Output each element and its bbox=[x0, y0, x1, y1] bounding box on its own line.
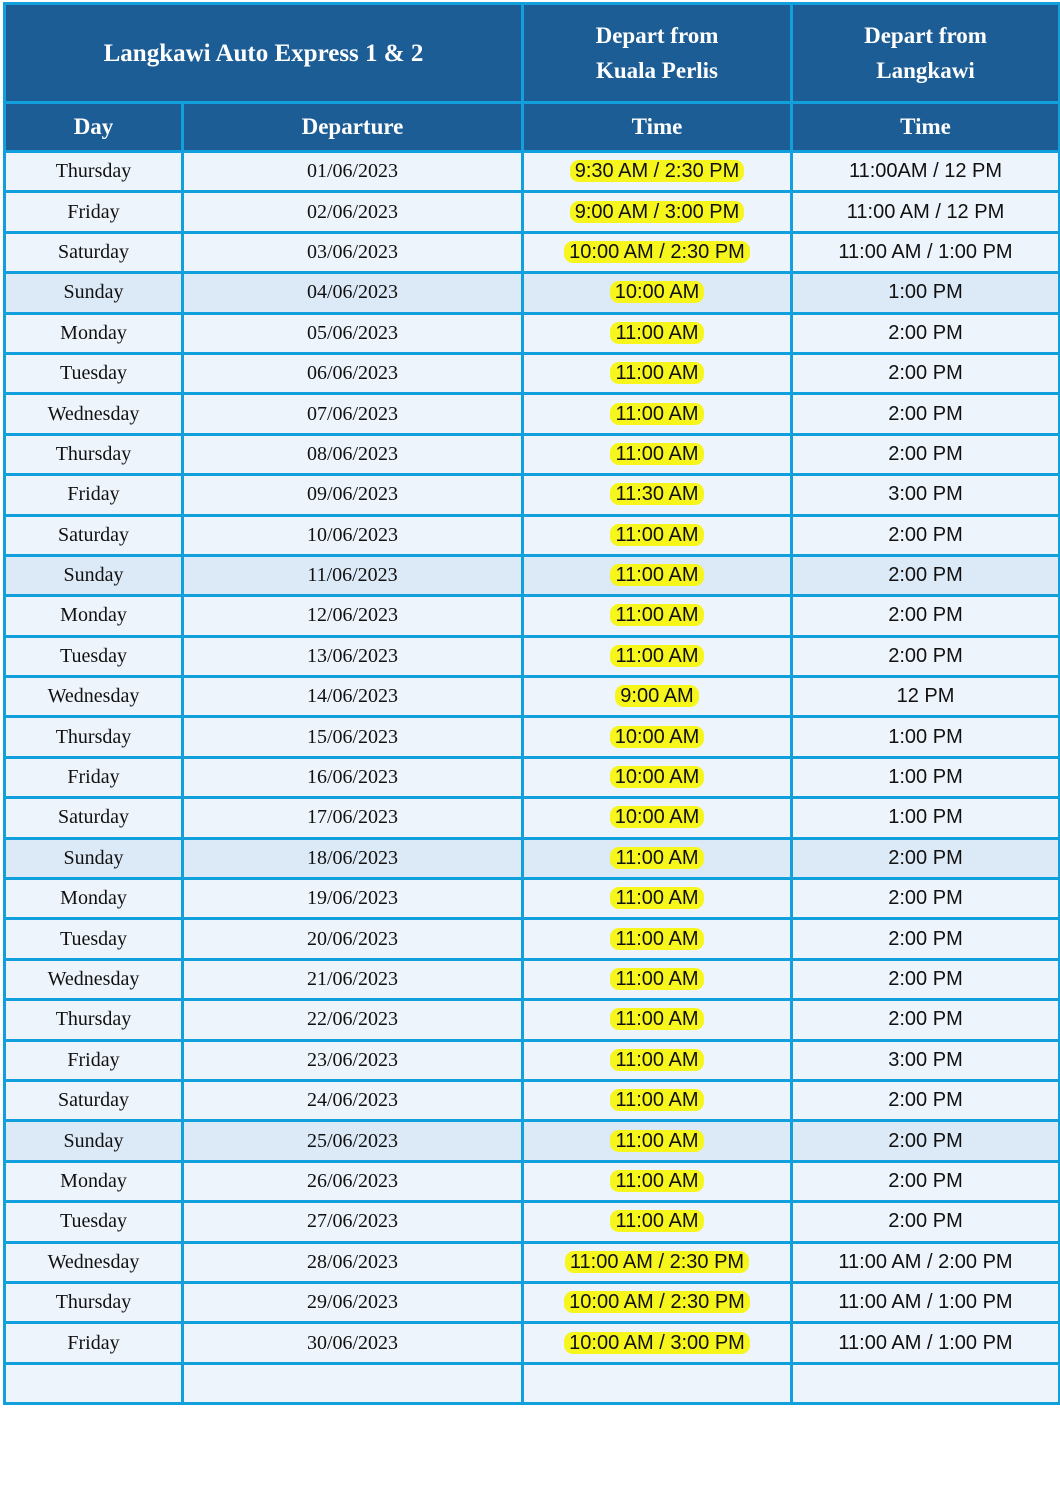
kp-time-cell bbox=[523, 1000, 792, 1040]
kp-time-highlight: 11:00 AM bbox=[610, 524, 703, 546]
kp-time-cell bbox=[523, 717, 792, 757]
kp-time-cell bbox=[523, 555, 792, 595]
kp-time-cell bbox=[523, 515, 792, 555]
kp-time-cell bbox=[523, 959, 792, 999]
date-cell: 18/06/2023 bbox=[183, 838, 523, 878]
table-row bbox=[5, 757, 1060, 797]
lk-time-cell: 2:00 PM bbox=[792, 313, 1060, 353]
table-row bbox=[5, 555, 1060, 595]
day-cell: Wednesday bbox=[5, 959, 183, 999]
kp-time-cell bbox=[523, 1080, 792, 1120]
date-cell: 23/06/2023 bbox=[183, 1040, 523, 1080]
date-cell: 10/06/2023 bbox=[183, 515, 523, 555]
date-cell: 09/06/2023 bbox=[183, 475, 523, 515]
table-row bbox=[5, 192, 1060, 232]
lk-time-cell: 2:00 PM bbox=[792, 394, 1060, 434]
day-cell: Sunday bbox=[5, 555, 183, 595]
kp-time-highlight: 11:00 AM bbox=[610, 322, 703, 344]
date-cell: 21/06/2023 bbox=[183, 959, 523, 999]
lk-time-cell: 2:00 PM bbox=[792, 636, 1060, 676]
day-cell: Saturday bbox=[5, 515, 183, 555]
empty-cell bbox=[5, 1363, 183, 1403]
table-row bbox=[5, 1161, 1060, 1201]
lk-time-cell: 3:00 PM bbox=[792, 1040, 1060, 1080]
day-cell: Thursday bbox=[5, 152, 183, 192]
empty-cell bbox=[523, 1363, 792, 1403]
header-row-columns bbox=[5, 103, 1060, 152]
header-kp-line2: Kuala Perlis bbox=[595, 58, 719, 83]
table-row bbox=[5, 353, 1060, 393]
date-cell: 13/06/2023 bbox=[183, 636, 523, 676]
column-header-kp-time: Time bbox=[523, 103, 792, 152]
date-cell: 30/06/2023 bbox=[183, 1323, 523, 1363]
header-depart-kuala-perlis bbox=[523, 4, 792, 103]
table-row bbox=[5, 1000, 1060, 1040]
kp-time-cell bbox=[523, 1161, 792, 1201]
empty-cell bbox=[183, 1363, 523, 1403]
kp-time-highlight: 11:00 AM bbox=[610, 403, 703, 425]
kp-time-highlight: 10:00 AM bbox=[610, 281, 705, 303]
kp-time-highlight: 9:00 AM / 3:00 PM bbox=[570, 201, 745, 223]
kp-time-highlight: 11:00 AM / 2:30 PM bbox=[565, 1251, 749, 1273]
day-cell: Sunday bbox=[5, 838, 183, 878]
kp-time-cell bbox=[523, 313, 792, 353]
day-cell: Tuesday bbox=[5, 1202, 183, 1242]
table-row bbox=[5, 959, 1060, 999]
day-cell: Tuesday bbox=[5, 636, 183, 676]
day-cell: Thursday bbox=[5, 1000, 183, 1040]
kp-time-highlight: 10:00 AM bbox=[610, 806, 705, 828]
kp-time-cell bbox=[523, 1040, 792, 1080]
day-cell: Tuesday bbox=[5, 919, 183, 959]
date-cell: 07/06/2023 bbox=[183, 394, 523, 434]
table-row bbox=[5, 1202, 1060, 1242]
lk-time-cell: 1:00 PM bbox=[792, 757, 1060, 797]
lk-time-cell: 1:00 PM bbox=[792, 273, 1060, 313]
kp-time-cell bbox=[523, 757, 792, 797]
lk-time-cell: 2:00 PM bbox=[792, 838, 1060, 878]
date-cell: 28/06/2023 bbox=[183, 1242, 523, 1282]
kp-time-highlight: 10:00 AM bbox=[610, 726, 705, 748]
table-row bbox=[5, 313, 1060, 353]
lk-time-cell: 3:00 PM bbox=[792, 475, 1060, 515]
lk-time-cell: 1:00 PM bbox=[792, 717, 1060, 757]
table-title: Langkawi Auto Express 1 & 2 bbox=[5, 4, 523, 103]
date-cell: 15/06/2023 bbox=[183, 717, 523, 757]
day-cell: Thursday bbox=[5, 717, 183, 757]
date-cell: 08/06/2023 bbox=[183, 434, 523, 474]
kp-time-cell bbox=[523, 1282, 792, 1322]
lk-time-cell: 11:00 AM / 2:00 PM bbox=[792, 1242, 1060, 1282]
table-row bbox=[5, 838, 1060, 878]
day-cell: Saturday bbox=[5, 1080, 183, 1120]
day-cell: Sunday bbox=[5, 273, 183, 313]
date-cell: 20/06/2023 bbox=[183, 919, 523, 959]
table-row bbox=[5, 919, 1060, 959]
date-cell: 22/06/2023 bbox=[183, 1000, 523, 1040]
header-kp-line1: Depart from bbox=[595, 23, 719, 48]
header-row-top bbox=[5, 4, 1060, 103]
lk-time-cell: 2:00 PM bbox=[792, 1161, 1060, 1201]
day-cell: Thursday bbox=[5, 1282, 183, 1322]
kp-time-cell bbox=[523, 1242, 792, 1282]
day-cell: Monday bbox=[5, 596, 183, 636]
day-cell: Friday bbox=[5, 1040, 183, 1080]
ferry-schedule-table bbox=[3, 2, 1060, 1405]
lk-time-cell: 2:00 PM bbox=[792, 596, 1060, 636]
table-row bbox=[5, 152, 1060, 192]
lk-time-cell: 2:00 PM bbox=[792, 434, 1060, 474]
table-row bbox=[5, 434, 1060, 474]
lk-time-cell: 2:00 PM bbox=[792, 555, 1060, 595]
lk-time-cell: 11:00 AM / 1:00 PM bbox=[792, 232, 1060, 272]
kp-time-cell bbox=[523, 1323, 792, 1363]
lk-time-cell: 1:00 PM bbox=[792, 798, 1060, 838]
date-cell: 02/06/2023 bbox=[183, 192, 523, 232]
kp-time-highlight: 11:30 AM bbox=[610, 483, 703, 505]
kp-time-highlight: 11:00 AM bbox=[610, 564, 703, 586]
day-cell: Saturday bbox=[5, 798, 183, 838]
day-cell: Friday bbox=[5, 757, 183, 797]
table-row bbox=[5, 232, 1060, 272]
kp-time-highlight: 11:00 AM bbox=[610, 968, 703, 990]
lk-time-cell: 2:00 PM bbox=[792, 1202, 1060, 1242]
lk-time-cell: 2:00 PM bbox=[792, 959, 1060, 999]
lk-time-cell: 12 PM bbox=[792, 677, 1060, 717]
date-cell: 29/06/2023 bbox=[183, 1282, 523, 1322]
day-cell: Saturday bbox=[5, 232, 183, 272]
header-lk-line1: Depart from bbox=[864, 23, 987, 48]
kp-time-cell bbox=[523, 475, 792, 515]
kp-time-cell bbox=[523, 353, 792, 393]
day-cell: Friday bbox=[5, 1323, 183, 1363]
schedule-body bbox=[5, 152, 1060, 1404]
table-row bbox=[5, 879, 1060, 919]
day-cell: Sunday bbox=[5, 1121, 183, 1161]
day-cell: Wednesday bbox=[5, 394, 183, 434]
column-header-day: Day bbox=[5, 103, 183, 152]
table-row bbox=[5, 515, 1060, 555]
kp-time-cell bbox=[523, 798, 792, 838]
table-row bbox=[5, 717, 1060, 757]
date-cell: 26/06/2023 bbox=[183, 1161, 523, 1201]
kp-time-highlight: 11:00 AM bbox=[610, 928, 703, 950]
day-cell: Monday bbox=[5, 313, 183, 353]
table-row bbox=[5, 677, 1060, 717]
day-cell: Friday bbox=[5, 475, 183, 515]
lk-time-cell: 2:00 PM bbox=[792, 919, 1060, 959]
kp-time-highlight: 11:00 AM bbox=[610, 1049, 703, 1071]
kp-time-highlight: 9:30 AM / 2:30 PM bbox=[570, 160, 745, 182]
kp-time-cell bbox=[523, 1202, 792, 1242]
date-cell: 03/06/2023 bbox=[183, 232, 523, 272]
lk-time-cell: 2:00 PM bbox=[792, 353, 1060, 393]
lk-time-cell: 2:00 PM bbox=[792, 1121, 1060, 1161]
table-row bbox=[5, 273, 1060, 313]
kp-time-cell bbox=[523, 1121, 792, 1161]
kp-time-cell bbox=[523, 273, 792, 313]
table-row bbox=[5, 596, 1060, 636]
kp-time-highlight: 11:00 AM bbox=[610, 645, 703, 667]
day-cell: Tuesday bbox=[5, 353, 183, 393]
table-row bbox=[5, 394, 1060, 434]
kp-time-highlight: 9:00 AM bbox=[615, 685, 698, 707]
kp-time-highlight: 11:00 AM bbox=[610, 1210, 703, 1232]
date-cell: 25/06/2023 bbox=[183, 1121, 523, 1161]
kp-time-cell bbox=[523, 677, 792, 717]
table-row bbox=[5, 798, 1060, 838]
kp-time-highlight: 10:00 AM bbox=[610, 766, 705, 788]
day-cell: Friday bbox=[5, 192, 183, 232]
lk-time-cell: 11:00AM / 12 PM bbox=[792, 152, 1060, 192]
lk-time-cell: 2:00 PM bbox=[792, 1080, 1060, 1120]
kp-time-highlight: 11:00 AM bbox=[610, 604, 703, 626]
kp-time-cell bbox=[523, 636, 792, 676]
kp-time-highlight: 11:00 AM bbox=[610, 1170, 703, 1192]
kp-time-cell bbox=[523, 434, 792, 474]
day-cell: Wednesday bbox=[5, 1242, 183, 1282]
header-lk-line2: Langkawi bbox=[876, 58, 975, 83]
kp-time-highlight: 11:00 AM bbox=[610, 887, 703, 909]
header-depart-langkawi bbox=[792, 4, 1060, 103]
kp-time-cell bbox=[523, 394, 792, 434]
column-header-departure: Departure bbox=[183, 103, 523, 152]
date-cell: 12/06/2023 bbox=[183, 596, 523, 636]
lk-time-cell: 2:00 PM bbox=[792, 515, 1060, 555]
lk-time-cell: 11:00 AM / 1:00 PM bbox=[792, 1323, 1060, 1363]
day-cell: Monday bbox=[5, 1161, 183, 1201]
kp-time-highlight: 11:00 AM bbox=[610, 362, 703, 384]
date-cell: 04/06/2023 bbox=[183, 273, 523, 313]
table-row bbox=[5, 636, 1060, 676]
table-row bbox=[5, 475, 1060, 515]
day-cell: Thursday bbox=[5, 434, 183, 474]
date-cell: 27/06/2023 bbox=[183, 1202, 523, 1242]
table-row bbox=[5, 1323, 1060, 1363]
kp-time-cell bbox=[523, 596, 792, 636]
empty-cell bbox=[792, 1363, 1060, 1403]
kp-time-highlight: 11:00 AM bbox=[610, 847, 703, 869]
lk-time-cell: 11:00 AM / 12 PM bbox=[792, 192, 1060, 232]
date-cell: 17/06/2023 bbox=[183, 798, 523, 838]
lk-time-cell: 2:00 PM bbox=[792, 879, 1060, 919]
lk-time-cell: 11:00 AM / 1:00 PM bbox=[792, 1282, 1060, 1322]
date-cell: 16/06/2023 bbox=[183, 757, 523, 797]
date-cell: 11/06/2023 bbox=[183, 555, 523, 595]
kp-time-highlight: 10:00 AM / 3:00 PM bbox=[564, 1332, 750, 1354]
kp-time-highlight: 11:00 AM bbox=[610, 443, 703, 465]
date-cell: 01/06/2023 bbox=[183, 152, 523, 192]
kp-time-cell bbox=[523, 879, 792, 919]
kp-time-cell bbox=[523, 919, 792, 959]
table-row bbox=[5, 1080, 1060, 1120]
kp-time-highlight: 10:00 AM / 2:30 PM bbox=[564, 1291, 750, 1313]
kp-time-highlight: 11:00 AM bbox=[610, 1130, 703, 1152]
table-row bbox=[5, 1040, 1060, 1080]
kp-time-cell bbox=[523, 838, 792, 878]
kp-time-highlight: 10:00 AM / 2:30 PM bbox=[564, 241, 750, 263]
lk-time-cell: 2:00 PM bbox=[792, 1000, 1060, 1040]
column-header-lk-time: Time bbox=[792, 103, 1060, 152]
day-cell: Monday bbox=[5, 879, 183, 919]
table-row bbox=[5, 1282, 1060, 1322]
kp-time-cell bbox=[523, 152, 792, 192]
empty-row bbox=[5, 1363, 1060, 1403]
kp-time-cell bbox=[523, 232, 792, 272]
kp-time-highlight: 11:00 AM bbox=[610, 1089, 703, 1111]
day-cell: Wednesday bbox=[5, 677, 183, 717]
table-row bbox=[5, 1121, 1060, 1161]
date-cell: 14/06/2023 bbox=[183, 677, 523, 717]
date-cell: 24/06/2023 bbox=[183, 1080, 523, 1120]
table-row bbox=[5, 1242, 1060, 1282]
kp-time-highlight: 11:00 AM bbox=[610, 1008, 703, 1030]
date-cell: 19/06/2023 bbox=[183, 879, 523, 919]
date-cell: 06/06/2023 bbox=[183, 353, 523, 393]
date-cell: 05/06/2023 bbox=[183, 313, 523, 353]
kp-time-cell bbox=[523, 192, 792, 232]
